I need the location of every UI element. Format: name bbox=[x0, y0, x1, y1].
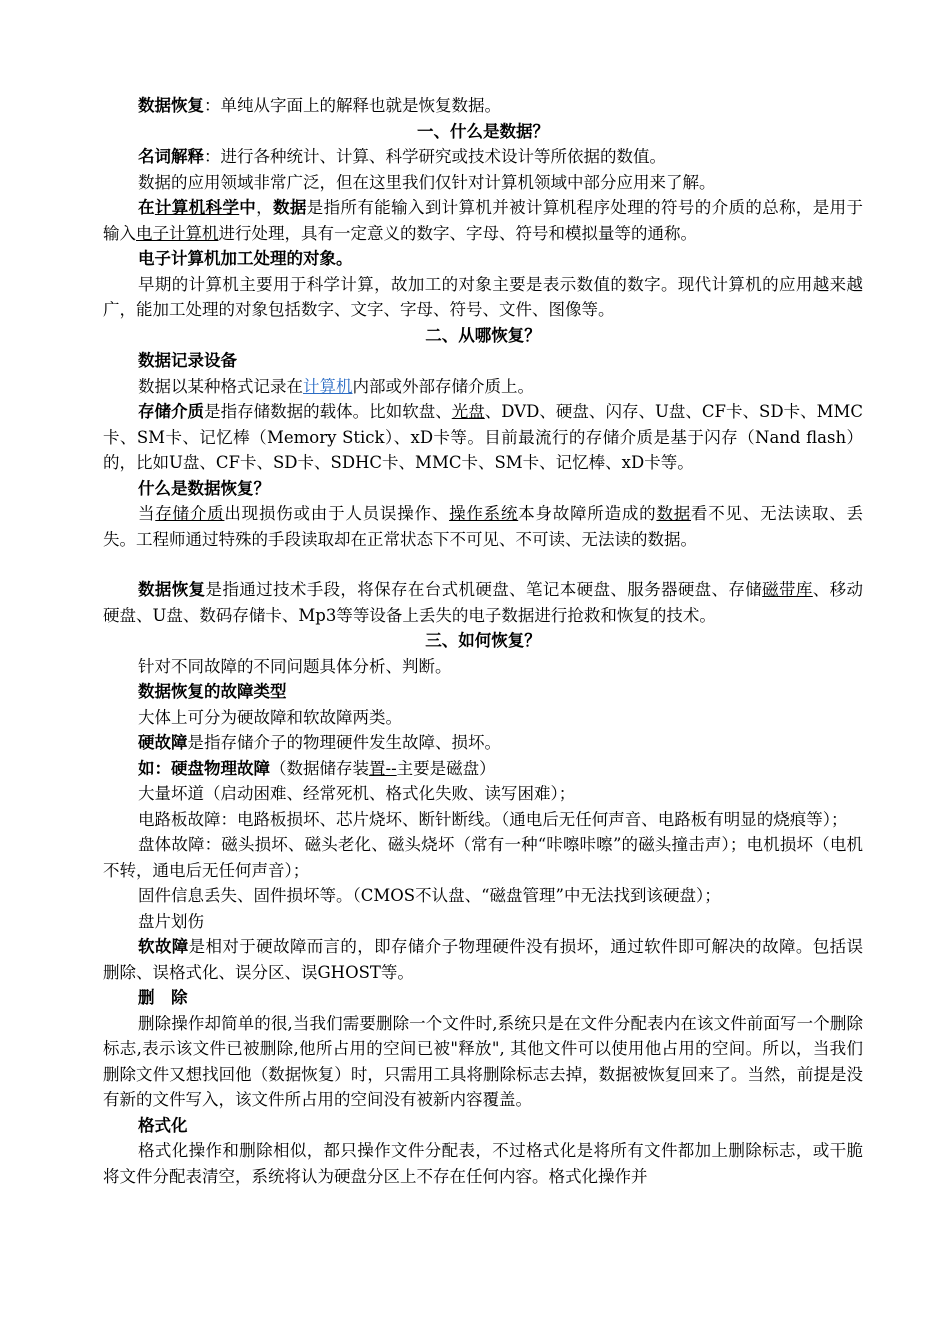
subheading-what-is-recovery: 什么是数据恢复？ bbox=[138, 478, 270, 498]
text: （数据储存装 bbox=[270, 758, 369, 778]
para-computer-science bbox=[103, 195, 863, 246]
text: 是指所有能输入到计算机并被计算机程序处理的符号的介质的总称，是用于输入 bbox=[103, 198, 864, 243]
para-disk-body: 盘体故障：磁头损坏、磁头老化、磁头烧坏（常有一种“咔嚓咔嚓”的磁头撞击声）；电机损坏（电机不转，通电后无任何声音）； bbox=[103, 835, 863, 880]
text: 是指存储介子的物理硬件发生故障、损坏。 bbox=[187, 733, 501, 752]
para-recovery-cause bbox=[103, 501, 863, 552]
para-format: 格式化操作和删除相似，都只操作文件分配表，不过格式化是将所有文件都加上删除标志，或干脆将文件分配表清空，系统将认为硬盘分区上不存在任何内容。格式化操作并 bbox=[103, 1141, 863, 1186]
para-storage-media bbox=[103, 399, 863, 476]
text: ：单纯从字面上的解释也就是恢复数据。 bbox=[204, 96, 501, 115]
link-operating-system[interactable]: 操作系统 bbox=[449, 504, 519, 523]
para-scratches: 盘片划伤 bbox=[138, 911, 204, 931]
document-body bbox=[103, 93, 863, 1189]
text: 、DVD、硬盘、闪存、U盘、CF卡、SD卡、MMC卡、SM卡、记忆棒（Memory Stick）、xD卡等。目前最流行的存储介质是基于闪存（Nand flash）的，比如U盘、CF卡、SD卡、SDHC卡、MMC卡、SM卡、记忆棒、xD卡等。 bbox=[103, 402, 864, 472]
link-computer[interactable]: 计算机 bbox=[303, 376, 353, 396]
para-recording-format bbox=[103, 374, 863, 400]
term-bold: 如：硬盘物理故障 bbox=[138, 758, 270, 778]
text: 本身故障所造成的 bbox=[518, 504, 657, 523]
term-bold: 数据 bbox=[272, 198, 307, 217]
para-recovery-definition bbox=[103, 577, 863, 628]
para-soft-fault bbox=[103, 934, 863, 985]
para-application: 数据的应用领域非常广泛，但在这里我们仅针对计算机领域中部分应用来了解。 bbox=[138, 172, 716, 192]
term-bold: 名词解释 bbox=[138, 147, 204, 166]
para-data-recovery-intro bbox=[103, 93, 863, 119]
para-analysis: 针对不同故障的不同问题具体分析、判断。 bbox=[138, 656, 452, 676]
para-physical-fault bbox=[103, 756, 863, 782]
subheading-processing-object: 电子计算机加工处理的对象。 bbox=[138, 249, 353, 268]
term-bold: 软故障 bbox=[138, 937, 189, 956]
subheading-delete: 删 除 bbox=[138, 988, 188, 1007]
link-storage-media[interactable]: 存储介质 bbox=[155, 504, 225, 523]
para-early-computers: 早期的计算机主要用于科学计算，故加工的对象主要是表示数值的数字。现代计算机的应用越来越广，能加工处理的对象包括数字、文字、字母、符号、文件、图像等。 bbox=[103, 274, 863, 319]
link-computer-science[interactable]: 计算机科学 bbox=[154, 198, 240, 217]
text: 看不见、无法读取、丢失。工程师通过特殊的手段读取却在正常状态下不可见、不可读、无法读的数据。 bbox=[103, 504, 864, 549]
link-tape-library[interactable]: 磁带库 bbox=[762, 580, 813, 599]
text: ：进行各种统计、计算、科学研究或技术设计等所依据的数值。 bbox=[204, 147, 666, 166]
text-bold: 中 bbox=[239, 198, 257, 217]
text: 是指存储数据的载体。比如软盘、 bbox=[204, 402, 452, 421]
term-bold: 数据恢复 bbox=[138, 580, 206, 599]
text: 数据以某种格式记录在 bbox=[138, 376, 303, 396]
para-circuit-board: 电路板故障：电路板损坏、芯片烧坏、断针断线。（通电后无任何声音、电路板有明显的烧痕等）； bbox=[138, 809, 848, 829]
section-heading-1: 一、什么是数据？ bbox=[417, 121, 549, 141]
para-two-types: 大体上可分为硬故障和软故障两类。 bbox=[138, 707, 402, 727]
text-bold: 在 bbox=[138, 198, 155, 217]
text: ， bbox=[256, 198, 273, 217]
text: 是相对于硬故障而言的，即存储介子物理硬件没有损坏，通过软件即可解决的故障。包括误删除、误格式化、误分区、误GHOST等。 bbox=[103, 937, 864, 982]
term-bold: 数据恢复 bbox=[138, 96, 204, 115]
blank-line bbox=[103, 552, 863, 577]
subheading-fault-types: 数据恢复的故障类型 bbox=[138, 682, 287, 701]
text: 当 bbox=[138, 504, 156, 523]
para-firmware: 固件信息丢失、固件损坏等。（CMOS不认盘、“磁盘管理”中无法找到该硬盘）； bbox=[138, 886, 721, 905]
text: 出现损伤或由于人员误操作、 bbox=[224, 504, 450, 523]
term-bold: 硬故障 bbox=[138, 733, 188, 752]
section-heading-2: 二、从哪恢复？ bbox=[425, 325, 541, 345]
link-optical-disc[interactable]: 光盘 bbox=[451, 402, 485, 421]
text: 是指通过技术手段，将保存在台式机硬盘、笔记本硬盘、服务器硬盘、存储 bbox=[205, 580, 763, 599]
section-heading-3: 三、如何恢复？ bbox=[425, 631, 541, 650]
text: 内部或外部存储介质上。 bbox=[352, 376, 534, 396]
para-hard-fault bbox=[103, 730, 863, 756]
para-definition bbox=[103, 144, 863, 170]
link-electronic-computer[interactable]: 电子计算机 bbox=[136, 223, 219, 243]
text: 进行处理，具有一定意义的数字、字母、符号和模拟量等的通称。 bbox=[218, 223, 697, 243]
text: 、移动硬盘、U盘、数码存储卡、Mp3等等设备上丢失的电子数据进行抢救和恢复的技术。 bbox=[103, 580, 864, 625]
text: 主要是磁盘） bbox=[396, 758, 496, 778]
para-bad-sectors: 大量坏道（启动困难、经常死机、格式化失败、读写困难）； bbox=[138, 784, 576, 803]
term-bold: 存储介质 bbox=[138, 402, 205, 421]
link-data[interactable]: 数据 bbox=[656, 504, 691, 523]
subheading-format: 格式化 bbox=[138, 1115, 188, 1135]
text-underlined: 置-- bbox=[369, 758, 397, 778]
subheading-recording-device: 数据记录设备 bbox=[138, 351, 237, 370]
para-delete: 删除操作却简单的很,当我们需要删除一个文件时,系统只是在文件分配表内在该文件前面写一个删除标志,表示该文件已被删除,他所占用的空间已被"释放", 其他文件可以使用他占用的空间。所以，当我们删除文件又想找回他（数据恢复）时，只需用工具将删除标志去掉，数据被恢复回来了。当然，前提是没有新的文件写入，该文件所占用的空间没有被新内容覆盖。 bbox=[103, 1013, 863, 1109]
